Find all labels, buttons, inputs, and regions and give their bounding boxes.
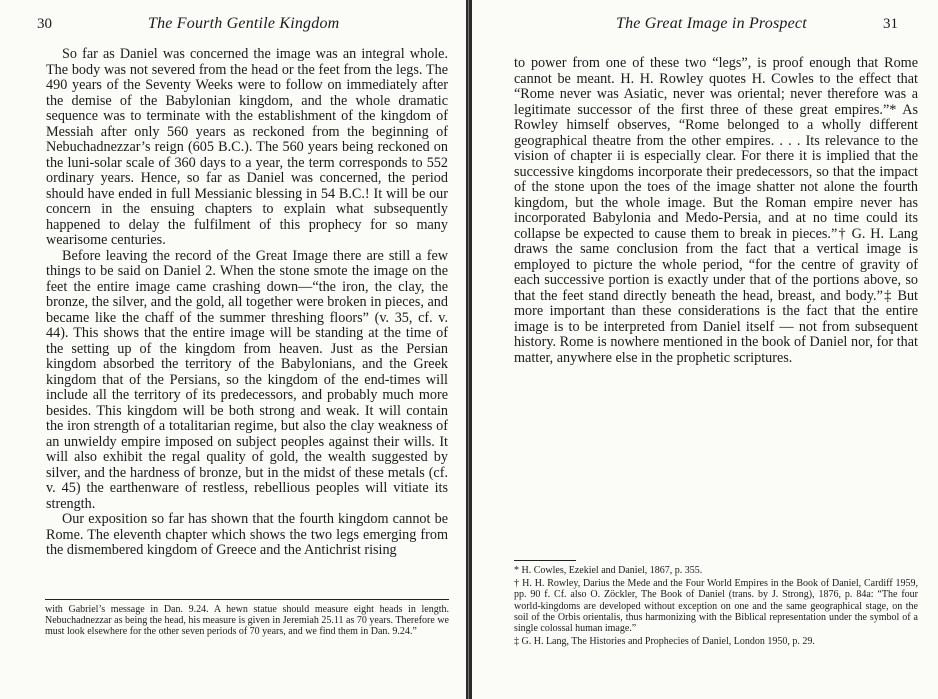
footnote-rule — [514, 560, 576, 561]
body-text — [514, 56, 918, 366]
running-head: The Fourth Gentile Kingdom — [148, 15, 340, 32]
paragraph: Before leaving the record of the Great Image there are still a few things to be said on Daniel 2. When the stone smote the image on the feet the entire image came crashing down—“the iron, the clay, the bronze, the silver, and the gold, all together were broken in pieces, and became like the chaff of the summer threshing floors” (v. 35, cf. v. 44). This shows that the entire image will be standing at the time of the setting up of the kingdom from heaven. Just as the Persian kingdom absorbed the territory of the Babylonians, and the Greek kingdom that of the Persians, so the kingdom of the end-times will include all the territory of its predecessors, and probably much more besides. This kingdom will be both strong and weak. It will contain the iron strength of a totalitarian regime, but also the clay weakness of an unwieldy empire imposed on subject peoples against their wills. It will also exhibit the regal quality of gold, the wealth suggested by silver, and the hardness of bronze, but in the midst of these metals (cf. v. 45) the earthenware of restless, rebellious peoples will vitiate its strength. — [46, 247, 448, 512]
footnotes — [514, 565, 918, 649]
footnote: * H. Cowles, Ezekiel and Daniel, 1867, p. 355. — [514, 565, 703, 576]
footnote-rule — [45, 599, 449, 600]
paragraph: Our exposition so far has shown that the fourth kingdom cannot be Rome. The eleventh chapter which shows the two legs emerging from the dismembered kingdom of Greece and the Antichrist rising — [46, 511, 448, 558]
footnotes — [45, 604, 449, 640]
page-number: 30 — [37, 16, 52, 32]
footnote: with Gabriel’s message in Dan. 9.24. A hewn statue should measure eight heads in length. Nebuchadnezzar as being the head, his measure is given in Jeremiah 25.11 as 70 years. Therefore we must look elsewhere for the other seven periods of 70 years, and we find them in Dan. 9.24.” — [45, 604, 449, 638]
footnote: ‡ G. H. Lang, The Histories and Prophecies of Daniel, London 1950, p. 29. — [514, 636, 815, 648]
running-head: The Great Image in Prospect — [616, 15, 807, 32]
footnote: † H. H. Rowley, Darius the Mede and the Four World Empires in the Book of Daniel, Cardiff 1959, pp. 90 f. Cf. also O. Zöckler, The Book of Daniel (trans. by J. Strong), 1876, p. 84a: “The four world-kingdoms are developed without exception on one and the same geographical stage, on the soil of the Orbis orientalis, thus harmonizing with the Biblical representation under the symbol of a single colossal human image.” — [514, 578, 918, 635]
left-page — [0, 0, 466, 699]
body-text — [46, 47, 448, 559]
paragraph: So far as Daniel was concerned the image was an integral whole. The body was not severed from the head or the feet from the legs. The 490 years of the Seventy Weeks were to follow on immediately after the demise of the Babylonian kingdom, and the whole dramatic sequence was to terminate with the establishment of the kingdom of Messiah after only 560 years as reckoned from the beginning of Nebuchadnezzar’s reign (605 B.C.). The 560 years being reckoned on the luni-solar scale of 360 days to a year, the term corresponds to 552 ordinary years. Hence, so far as Daniel was concerned, the period should have ended in full Messianic blessing in 54 B.C.! It will be our concern in the ensuing chapters to explain what subsequently happened to delay the fulfilment of this prophecy for so many wearisome centuries. — [46, 46, 448, 248]
paragraph: to power from one of these two “legs”, is proof enough that Rome cannot be meant. H. H. Rowley quotes H. Cowles to the effect that “Rome never was Asiatic, never was oriental; never therefore was a legitimate successor of the first three of these great empires.”* As Rowley himself observes, “Rome belonged to a wholly different geographical theatre from the other empires. . . . Its relevance to the vision of chapter ii is especially clear. For there it is implied that the successive kingdoms incorporate their predecessors, so that the impact of the stone upon the toes of the image shatter not alone the fourth kingdom, but the whole image. But the Roman empire never has incorporated Babylonia and Medo-Persia, and at no time could its collapse be expected to cause them to break in pieces.”† G. H. Lang draws the same conclusion from the fact that a vertical image is employed to picture the whole period, “for the centre of gravity of each successive portion is exactly under that of the portions above, so that the feet stand directly beneath the head, breast, and body.”‡ But more important than these considerations is the fact that the entire image is to be interpreted from Daniel itself — not from subsequent history. Rome is nowhere mentioned in the book of Daniel nor, for that matter, anywhere else in the prophetic scriptures. — [514, 55, 918, 366]
page-number: 31 — [883, 16, 898, 32]
right-page — [472, 0, 938, 699]
